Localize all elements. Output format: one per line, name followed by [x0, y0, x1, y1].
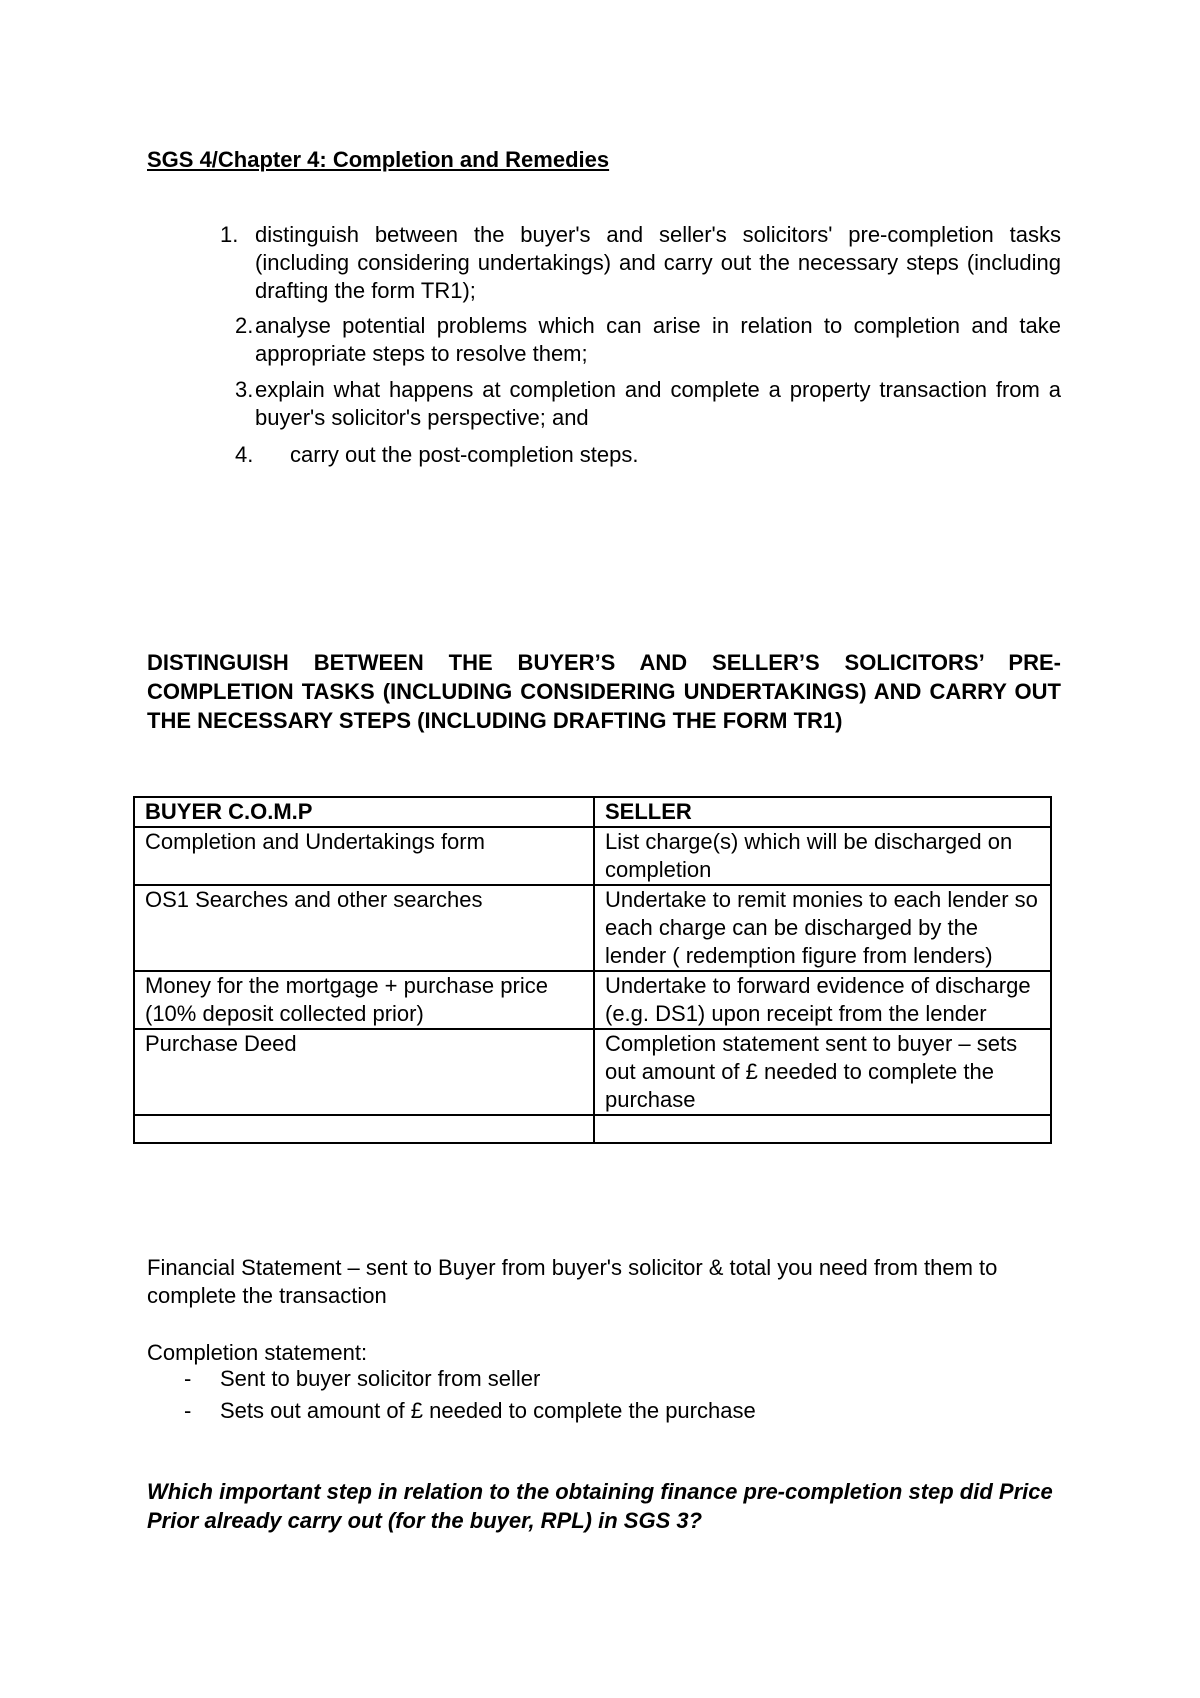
- table-cell-seller: Undertake to forward evidence of discharge (e.g. DS1) upon receipt from the lender: [594, 971, 1051, 1029]
- table-header-seller: SELLER: [594, 797, 1051, 827]
- list-bullet: -: [184, 1366, 192, 1391]
- table-row: [134, 971, 1051, 1029]
- section-heading: DISTINGUISH BETWEEN THE BUYER’S AND SELLER’S SOLICITORS’ PRE-COMPLETION TASKS (INCLUDING CONSIDERING UNDERTAKINGS) AND CARRY OUT THE NECESSARY STEPS (INCLUDING DRAFTING THE FORM TR1): [147, 650, 1061, 733]
- objective-item-2: [235, 312, 1061, 368]
- table-cell-seller: List charge(s) which will be discharged on completion: [594, 827, 1051, 885]
- objective-text: analyse potential problems which can arise in relation to completion and take appropriate steps to resolve them;: [255, 313, 1061, 366]
- list-item: [184, 1395, 756, 1427]
- objective-item-1: [220, 221, 1061, 305]
- objective-text: distinguish between the buyer's and seller's solicitors' pre-completion tasks (including considering undertakings) and carry out the necessary steps (including drafting the form TR1);: [255, 222, 1061, 303]
- table-header-row: [134, 797, 1051, 827]
- review-question: Which important step in relation to the obtaining finance pre-completion step did Price Prior already carry out (for the buyer, RPL) in SGS 3?: [147, 1479, 1053, 1533]
- objective-number: 3.: [235, 377, 254, 402]
- objective-text: explain what happens at completion and complete a property transaction from a buyer's solicitor's perspective; and: [255, 377, 1061, 430]
- list-item-text: Sets out amount of £ needed to complete the purchase: [220, 1398, 756, 1423]
- completion-statement-list: [184, 1363, 756, 1427]
- table-cell-seller: Completion statement sent to buyer – sets out amount of £ needed to complete the purchase: [594, 1029, 1051, 1115]
- list-item-text: Sent to buyer solicitor from seller: [220, 1366, 541, 1391]
- page-title: SGS 4/Chapter 4: Completion and Remedies: [147, 147, 610, 172]
- objective-item-3: [235, 376, 1061, 432]
- objective-number: 2.: [235, 313, 254, 338]
- objective-number: 4.: [235, 442, 254, 467]
- completion-statement-label: Completion statement:: [147, 1340, 368, 1365]
- list-bullet: -: [184, 1398, 192, 1423]
- table-cell-buyer: Completion and Undertakings form: [134, 827, 594, 885]
- table-cell-buyer: Purchase Deed: [134, 1029, 594, 1115]
- table-row-empty: [134, 1115, 1051, 1143]
- objective-number: 1.: [220, 222, 239, 247]
- table-row: [134, 827, 1051, 885]
- table-cell-seller: [594, 1115, 1051, 1143]
- list-item: [184, 1363, 756, 1395]
- table-cell-buyer: [134, 1115, 594, 1143]
- table-row: [134, 885, 1051, 971]
- table-cell-buyer: OS1 Searches and other searches: [134, 885, 594, 971]
- objective-text: carry out the post-completion steps.: [290, 442, 639, 467]
- financial-statement-text: Financial Statement – sent to Buyer from buyer's solicitor & total you need from them to complete the transaction: [147, 1255, 998, 1308]
- table-row: [134, 1029, 1051, 1115]
- table-cell-buyer: Money for the mortgage + purchase price (10% deposit collected prior): [134, 971, 594, 1029]
- table-cell-seller: Undertake to remit monies to each lender so each charge can be discharged by the lender ( redemption figure from lenders): [594, 885, 1051, 971]
- objective-item-4: [235, 441, 1061, 469]
- buyer-seller-table: [133, 796, 1052, 1144]
- table-header-buyer: BUYER C.O.M.P: [134, 797, 594, 827]
